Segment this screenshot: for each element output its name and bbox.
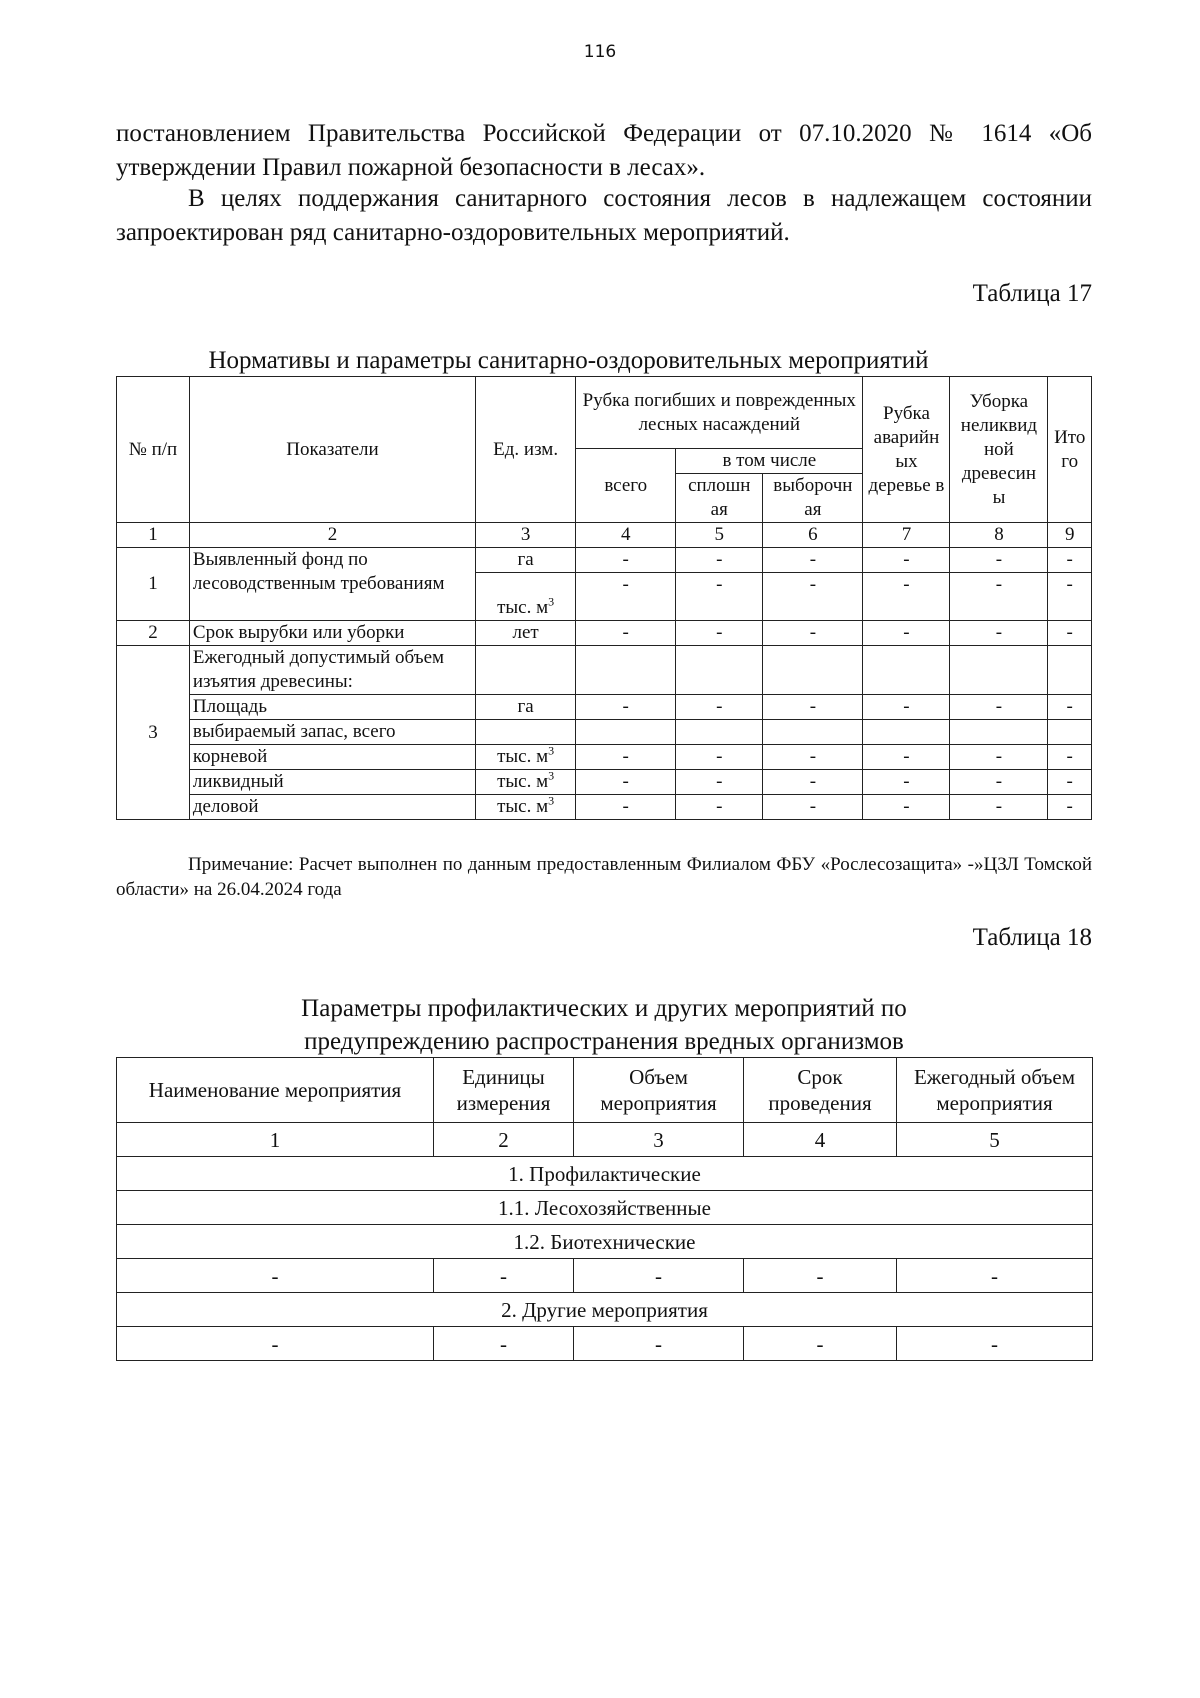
col-number: 7	[863, 523, 950, 548]
value-cell: -	[950, 795, 1048, 820]
value-cell	[1048, 720, 1092, 745]
table-17-label: Таблица 17	[972, 280, 1092, 307]
header-clear: сплошн ая	[676, 474, 763, 523]
value-cell	[576, 720, 676, 745]
value-cell: -	[434, 1327, 574, 1361]
unit-cell: лет	[476, 621, 576, 646]
header-cell: Единицы измерения	[434, 1058, 574, 1123]
row-label: ликвидный	[189, 770, 475, 795]
value-cell: -	[950, 548, 1048, 573]
value-cell: -	[1048, 795, 1092, 820]
header-cell: Срок проведения	[744, 1058, 897, 1123]
value-cell	[863, 720, 950, 745]
row-num: 3	[117, 646, 190, 820]
value-cell: -	[863, 770, 950, 795]
row-num: 1	[117, 548, 190, 621]
value-cell: -	[1048, 745, 1092, 770]
value-cell: -	[117, 1327, 434, 1361]
header-cell: Объем мероприятия	[574, 1058, 744, 1123]
unit-cell: га	[476, 548, 576, 573]
value-cell: -	[763, 745, 863, 770]
value-cell: -	[897, 1327, 1093, 1361]
col-number: 9	[1048, 523, 1092, 548]
value-cell: -	[763, 695, 863, 720]
header-cell: Наименование мероприятия	[117, 1058, 434, 1123]
row-label: Ежегодный допустимый объем изъятия древесины:	[189, 646, 475, 695]
value-cell	[676, 720, 763, 745]
header-unit: Ед. изм.	[476, 377, 576, 523]
unit-cell	[476, 646, 576, 695]
header-cleanup: Уборка неликвид ной древесин ы	[950, 377, 1048, 523]
value-cell: -	[1048, 621, 1092, 646]
value-cell: -	[676, 573, 763, 621]
unit-cell: тыс. $м^3$	[476, 795, 576, 820]
unit-cell	[476, 720, 576, 745]
row-label: корневой	[189, 745, 475, 770]
value-cell: -	[950, 695, 1048, 720]
header-num: № п/п	[117, 377, 190, 523]
value-cell: -	[863, 795, 950, 820]
value-cell: -	[763, 548, 863, 573]
value-cell: -	[763, 770, 863, 795]
header-indicators: Показатели	[189, 377, 475, 523]
header-felling: Рубка погибших и поврежденных лесных насаждений	[576, 377, 863, 449]
row-num: 2	[117, 621, 190, 646]
value-cell: -	[1048, 548, 1092, 573]
value-cell: -	[117, 1259, 434, 1293]
value-cell: -	[576, 745, 676, 770]
table-17-title: Нормативы и параметры санитарно-оздоровительных мероприятий	[208, 347, 929, 374]
value-cell: -	[897, 1259, 1093, 1293]
col-number: 4	[576, 523, 676, 548]
value-cell: -	[676, 795, 763, 820]
table-18-title-line2: предупреждению распространения вредных организмов	[304, 1028, 904, 1055]
value-cell: -	[863, 621, 950, 646]
value-cell: -	[676, 745, 763, 770]
value-cell: -	[863, 695, 950, 720]
row-label: деловой	[189, 795, 475, 820]
section-row: 2. Другие мероприятия	[117, 1293, 1093, 1327]
value-cell: -	[950, 745, 1048, 770]
value-cell: -	[576, 695, 676, 720]
unit-cell: га	[476, 695, 576, 720]
row-label: выбираемый запас, всего	[189, 720, 475, 745]
col-number: 1	[117, 523, 190, 548]
unit-cell: тыс. $м^3$	[476, 573, 576, 621]
row-label: Срок вырубки или уборки	[189, 621, 475, 646]
value-cell: -	[434, 1259, 574, 1293]
value-cell: -	[1048, 573, 1092, 621]
header-selective: выборочн ая	[763, 474, 863, 523]
value-cell: -	[1048, 770, 1092, 795]
value-cell: -	[863, 573, 950, 621]
header-total-all: всего	[576, 449, 676, 523]
value-cell: -	[676, 621, 763, 646]
value-cell: -	[676, 770, 763, 795]
value-cell	[763, 720, 863, 745]
section-row: 1. Профилактические	[117, 1157, 1093, 1191]
col-number: 5	[676, 523, 763, 548]
unit-cell: тыс. $м^3$	[476, 745, 576, 770]
value-cell: -	[676, 548, 763, 573]
col-number: 1	[117, 1123, 434, 1157]
value-cell: -	[950, 621, 1048, 646]
col-number: 4	[744, 1123, 897, 1157]
value-cell: -	[950, 770, 1048, 795]
value-cell: -	[576, 770, 676, 795]
value-cell	[863, 646, 950, 695]
value-cell: -	[576, 795, 676, 820]
header-emergency: Рубка аварийн ых деревье в	[863, 377, 950, 523]
value-cell	[763, 646, 863, 695]
page-number: 116	[583, 42, 617, 62]
value-cell	[950, 646, 1048, 695]
table-18-title-line1: Параметры профилактических и других мероприятий по	[301, 995, 907, 1022]
value-cell: -	[763, 621, 863, 646]
row-label: Площадь	[189, 695, 475, 720]
table-17	[116, 376, 1092, 820]
col-number: 3	[476, 523, 576, 548]
header-cell: Ежегодный объем мероприятия	[897, 1058, 1093, 1123]
value-cell: -	[676, 695, 763, 720]
header-sum: Ито го	[1048, 377, 1092, 523]
table-18	[116, 1057, 1093, 1361]
col-number: 3	[574, 1123, 744, 1157]
unit-cell: тыс. $м^3$	[476, 770, 576, 795]
col-number: 8	[950, 523, 1048, 548]
value-cell	[1048, 646, 1092, 695]
paragraph-1: постановлением Правительства Российской Федерации от 07.10.2020 № 1614 «Об утверждении Правил пожарной безопасности в лесах».	[116, 120, 1092, 181]
table-17-note: Примечание: Расчет выполнен по данным предоставленным Филиалом ФБУ «Рослесозащита» -»ЦЗЛ Томской области» на 26.04.2024 года	[116, 854, 1092, 900]
value-cell: -	[576, 548, 676, 573]
value-cell: -	[863, 548, 950, 573]
row-label: Выявленный фонд по лесоводственным требованиям	[189, 548, 475, 621]
value-cell: -	[576, 621, 676, 646]
value-cell: -	[576, 573, 676, 621]
value-cell: -	[744, 1259, 897, 1293]
value-cell: -	[763, 795, 863, 820]
section-row: 1.1. Лесохозяйственные	[117, 1191, 1093, 1225]
col-number: 2	[434, 1123, 574, 1157]
value-cell	[676, 646, 763, 695]
value-cell: -	[574, 1327, 744, 1361]
value-cell	[950, 720, 1048, 745]
value-cell	[576, 646, 676, 695]
value-cell: -	[763, 573, 863, 621]
col-number: 6	[763, 523, 863, 548]
value-cell: -	[950, 573, 1048, 621]
value-cell: -	[574, 1259, 744, 1293]
value-cell: -	[1048, 695, 1092, 720]
section-row: 1.2. Биотехнические	[117, 1225, 1093, 1259]
table-18-label: Таблица 18	[972, 924, 1092, 951]
table-18-title	[116, 992, 1092, 1058]
col-number: 5	[897, 1123, 1093, 1157]
paragraph-2: В целях поддержания санитарного состояния лесов в надлежащем состоянии запроектирован ряд санитарно-оздоровительных мероприятий.	[116, 185, 1092, 246]
col-number: 2	[189, 523, 475, 548]
header-including: в том числе	[676, 449, 863, 474]
value-cell: -	[744, 1327, 897, 1361]
value-cell: -	[863, 745, 950, 770]
